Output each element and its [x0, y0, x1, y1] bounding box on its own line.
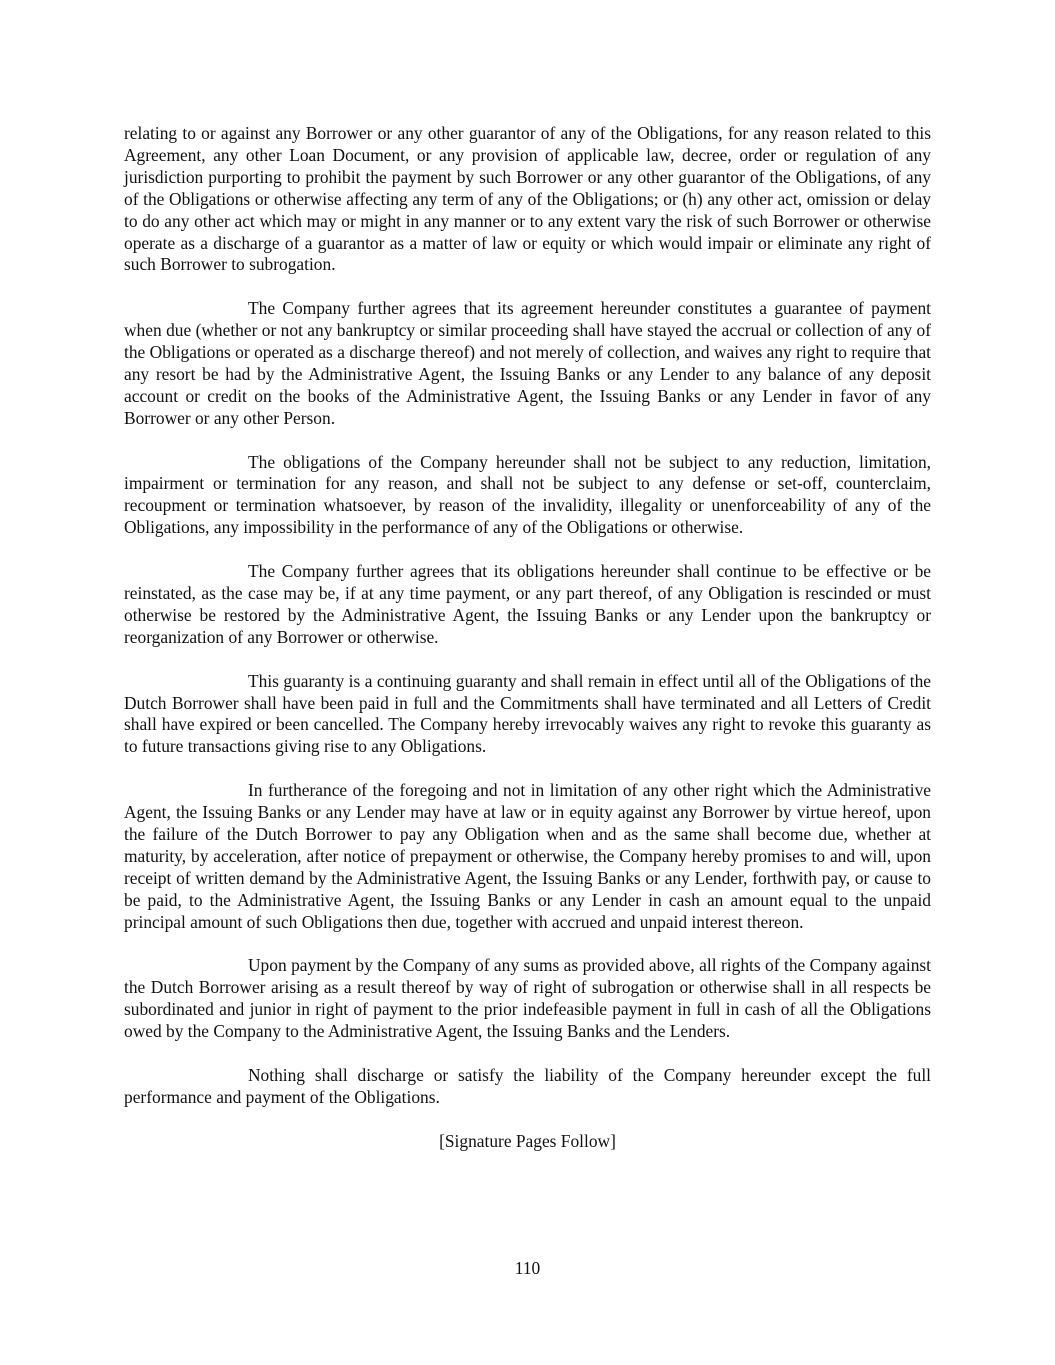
page-body [124, 123, 931, 1152]
paragraph-continued-clause: relating to or against any Borrower or any other guarantor of any of the Obligations, for any reason related to this Agreement, any other Loan Document, or any provision of applicable law, decree, order or regulation of any jurisdiction purporting to prohibit the payment by such Borrower or any other guarantor of the Obligations, of any of the Obligations or otherwise affecting any term of any of the Obligations; or (h) any other act, omission or delay to do any other act which may or might in any manner or to any extent vary the risk of such Borrower or otherwise operate as a discharge of a guarantor as a matter of law or equity or which would impair or eliminate any right of such Borrower to subrogation. [124, 123, 931, 275]
signature-pages-note: [Signature Pages Follow] [439, 1130, 616, 1151]
paragraph-continuing-guaranty: This guaranty is a continuing guaranty and shall remain in effect until all of the Obligations of the Dutch Borrower shall have been paid in full and the Commitments shall have terminated and all Letters of Credit shall have expired or been cancelled. The Company hereby irrevocably waives any right to revoke this guaranty as to future transactions giving rise to any Obligations. [124, 670, 931, 757]
paragraph-discharge: Nothing shall discharge or satisfy the liability of the Company hereunder except the full performance and payment of the Obligations. [124, 1064, 931, 1107]
paragraph-furtherance: In furtherance of the foregoing and not in limitation of any other right which the Administrative Agent, the Issuing Banks or any Lender may have at law or in equity against any Borrower by virtue hereof, upon the failure of the Dutch Borrower to pay any Obligation when and as the same shall become due, whether at maturity, by acceleration, after notice of prepayment or otherwise, the Company hereby promises to and will, upon receipt of written demand by the Administrative Agent, the Issuing Banks or any Lender, forthwith pay, or cause to be paid, to the Administrative Agent, the Issuing Banks or any Lender in cash an amount equal to the unpaid principal amount of such Obligations then due, together with accrued and unpaid interest thereon. [124, 780, 931, 932]
paragraph-no-reduction: The obligations of the Company hereunder shall not be subject to any reduction, limitation, impairment or termination for any reason, and shall not be subject to any defense or set-off, counterclaim, recoupment or termination whatsoever, by reason of the invalidity, illegality or unenforceability of any of the Obligations, any impossibility in the performance of any of the Obligations or otherwise. [124, 451, 931, 538]
paragraph-reinstatement: The Company further agrees that its obligations hereunder shall continue to be effective or be reinstated, as the case may be, if at any time payment, or any part thereof, of any Obligation is rescinded or must otherwise be restored by the Administrative Agent, the Issuing Banks or any Lender upon the bankruptcy or reorganization of any Borrower or otherwise. [124, 561, 931, 647]
page-number: 110 [514, 1258, 541, 1278]
paragraph-subrogation: Upon payment by the Company of any sums as provided above, all rights of the Company against the Dutch Borrower arising as a result thereof by way of right of subrogation or otherwise shall in all respects be subordinated and junior in right of payment to the prior indefeasible payment in full in cash of all the Obligations owed by the Company to the Administrative Agent, the Issuing Banks and the Lenders. [124, 955, 931, 1042]
paragraph-guarantee-of-payment: The Company further agrees that its agreement hereunder constitutes a guarantee of payment when due (whether or not any bankruptcy or similar proceeding shall have stayed the accrual or collection of any of the Obligations or operated as a discharge thereof) and not merely of collection, and waives any right to require that any resort be had by the Administrative Agent, the Issuing Banks or any Lender to any balance of any deposit account or credit on the books of the Administrative Agent, the Issuing Banks or any Lender in favor of any Borrower or any other Person. [124, 298, 931, 428]
